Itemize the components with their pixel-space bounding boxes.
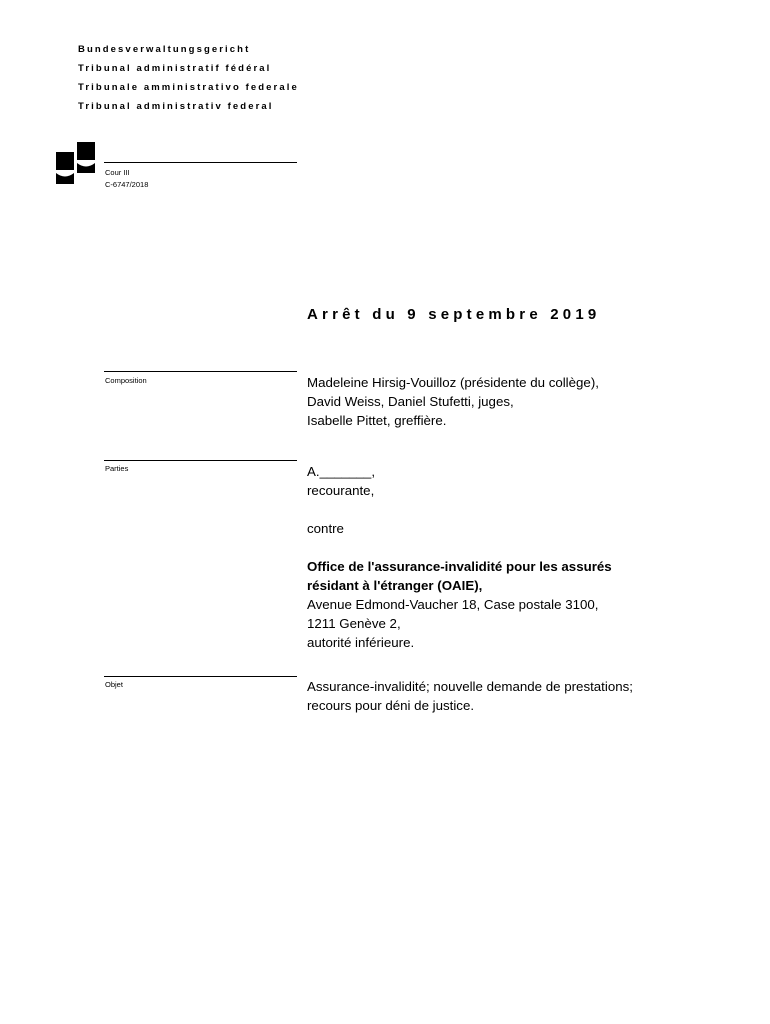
court-name-rm: Tribunal administrativ federal bbox=[78, 101, 274, 112]
subject-text bbox=[307, 677, 633, 715]
respondent-address: Avenue Edmond-Vaucher 18, Case postale 3100, bbox=[307, 597, 599, 612]
subject-line: recours pour déni de justice. bbox=[307, 698, 475, 713]
respondent-name: Office de l'assurance-invalidité pour les assurés bbox=[307, 559, 612, 574]
composition-line: Isabelle Pittet, greffière. bbox=[307, 413, 447, 428]
respondent-role: autorité inférieure. bbox=[307, 635, 415, 650]
header-divider bbox=[104, 162, 297, 163]
subject-divider bbox=[104, 676, 297, 677]
parties-divider bbox=[104, 460, 297, 461]
court-division: Cour III bbox=[105, 168, 130, 177]
case-number: C-6747/2018 bbox=[105, 180, 149, 189]
court-name-de: Bundesverwaltungsgericht bbox=[78, 44, 251, 55]
subject-line: Assurance-invalidité; nouvelle demande de prestations; bbox=[307, 679, 633, 694]
court-logo-icon bbox=[56, 142, 96, 186]
composition-line: Madeleine Hirsig-Vouilloz (présidente du collège), bbox=[307, 375, 599, 390]
composition-divider bbox=[104, 371, 297, 372]
composition-text bbox=[307, 373, 599, 430]
court-name-it: Tribunale amministrativo federale bbox=[78, 82, 299, 93]
respondent-address: 1211 Genève 2, bbox=[307, 616, 401, 631]
parties-text bbox=[307, 462, 612, 652]
subject-label: Objet bbox=[105, 680, 123, 689]
composition-line: David Weiss, Daniel Stufetti, juges, bbox=[307, 394, 514, 409]
appellant-role: recourante, bbox=[307, 483, 375, 498]
composition-label: Composition bbox=[105, 376, 147, 385]
court-name-fr: Tribunal administratif fédéral bbox=[78, 63, 272, 74]
parties-label: Parties bbox=[105, 464, 129, 473]
respondent-name: résidant à l'étranger (OAIE), bbox=[307, 578, 483, 593]
court-names bbox=[78, 40, 299, 116]
appellant-name: A._______, bbox=[307, 464, 376, 479]
versus-text: contre bbox=[307, 521, 344, 536]
judgment-title: Arrêt du 9 septembre 2019 bbox=[307, 306, 601, 323]
